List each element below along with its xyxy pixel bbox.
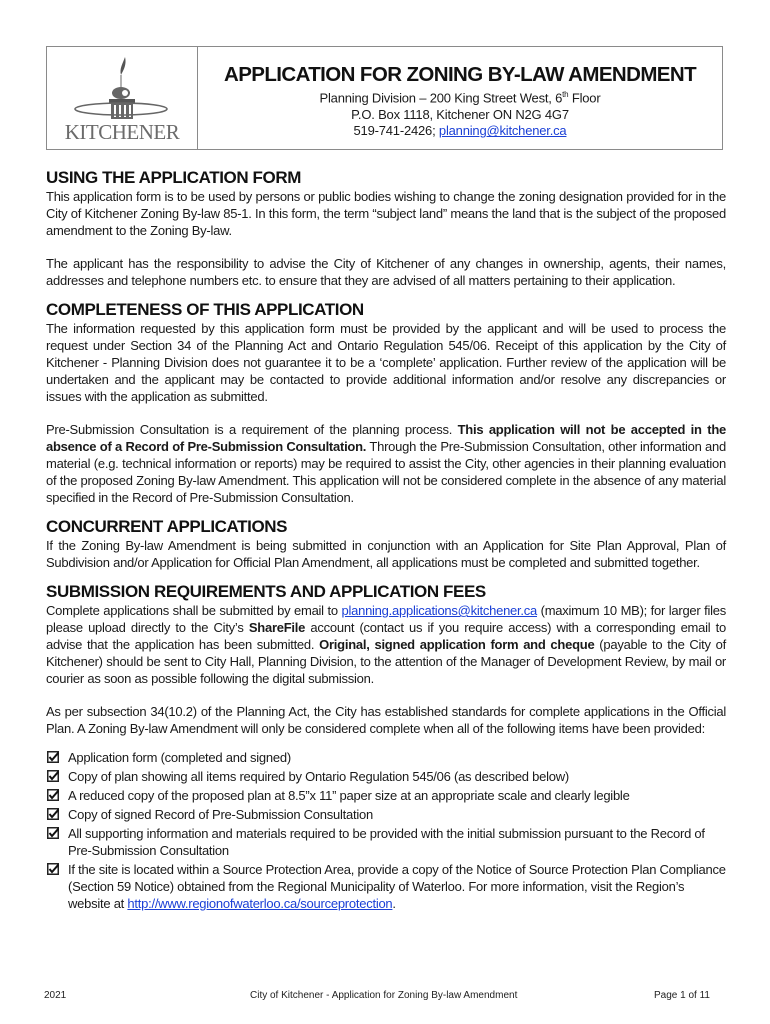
checked-box-icon (47, 789, 59, 801)
bold-text: Original, signed application form and cheque (319, 637, 595, 652)
heading-submission: SUBMISSION REQUIREMENTS AND APPLICATION FEES (46, 582, 486, 601)
phone-number: 519-741-2426; (353, 123, 439, 139)
contact-line (198, 123, 722, 140)
requirements-checklist (46, 749, 726, 912)
completeness-paragraph-2 (46, 421, 726, 506)
checklist-item-text: All supporting information and materials required to be provided with the initial submission pursuant to the Record of Pre-Submission Consultation (68, 826, 705, 858)
completeness-paragraph-1: The information requested by this application form must be provided by the applicant and will be used to process the request under Section 34 of the Planning Act and Ontario Regulation 545/06. Receipt of this application by the City of Kitchener - Planning Division does not guarantee it to be a ‘complete’ application. Further review of the application will be undertaken and the applicant may be contacted to provide additional information and/or resolve any discrepancies or issues with the application as submitted. (46, 321, 726, 404)
checked-box-icon (47, 863, 59, 875)
checklist-item-text: Copy of plan showing all items required by Ontario Regulation 545/06 (as described below) (68, 769, 569, 784)
address-text: Planning Division – 200 King Street West, 6 (319, 90, 563, 106)
footer-page-number: Page 1 of 11 (654, 990, 710, 1001)
address-floor: Floor (568, 90, 601, 106)
using-paragraph-1: This application form is to be used by persons or public bodies wishing to change the zoning designation provided for in the City of Kitchener Zoning By-law 85-1. In this form, the term “subject land” means the land that is the subject of the proposed amendment to the Zoning By-law. (46, 189, 726, 238)
heading-concurrent: CONCURRENT APPLICATIONS (46, 517, 288, 536)
checklist-item-text: If the site is located within a Source Protection Area, provide a copy of the Notice of Source Protection Plan Compliance (Section 59 Notice) obtained from the Regional Municipality of Waterloo. For more information, visit the Region’s website at (68, 862, 726, 911)
heading-using-form: USING THE APPLICATION FORM (46, 168, 301, 187)
text: account (contact us if you require access) with a corresponding email to advise that the application has been submitted. (46, 620, 727, 652)
document-body (46, 167, 726, 914)
footer-year: 2021 (44, 990, 67, 1001)
source-protection-link[interactable]: http://www.regionofwaterloo.ca/sourceprotection (127, 896, 393, 911)
address-line-1 (198, 87, 722, 107)
address-sup: th (562, 90, 569, 99)
applications-email-link[interactable]: planning.applications@kitchener.ca (341, 603, 537, 618)
bold-text: ShareFile (248, 620, 306, 635)
checklist-item (46, 861, 726, 912)
using-paragraph-2: The applicant has the responsibility to advise the City of Kitchener of any changes in ownership, agents, their names, addresses and telephone numbers etc. to ensure that they are advised of all matters pertaining to their application. (46, 256, 726, 288)
document-title: APPLICATION FOR ZONING BY-LAW AMENDMENT (224, 63, 696, 86)
checklist-item (46, 749, 726, 766)
header-box (46, 46, 723, 150)
submission-paragraph-2: As per subsection 34(10.2) of the Planning Act, the City has established standards for complete applications in the Official Plan. A Zoning By-law Amendment will only be considered complete when all of the following items have been provided: (46, 704, 726, 736)
header-title-block (198, 47, 722, 149)
checklist-item (46, 806, 726, 823)
checklist-item (46, 825, 726, 859)
checked-box-icon (47, 770, 59, 782)
planning-email-link[interactable]: planning@kitchener.ca (438, 123, 567, 139)
punctuation: . (392, 896, 396, 911)
checklist-item (46, 768, 726, 785)
checked-box-icon (47, 751, 59, 763)
checked-box-icon (47, 827, 59, 839)
submission-paragraph-1 (46, 602, 726, 687)
heading-completeness: COMPLETENESS OF THIS APPLICATION (46, 300, 364, 319)
checklist-item-text: Application form (completed and signed) (68, 750, 291, 765)
checklist-item (46, 787, 726, 804)
bold-text: This application will not be accepted in the absence of a Record of Pre-Submission Consultation. (46, 422, 726, 454)
text: Complete applications shall be submitted by email to (46, 603, 342, 618)
concurrent-paragraph: If the Zoning By-law Amendment is being submitted in conjunction with an Application for Site Plan Approval, Plan of Subdivision and/or Application for Official Plan Amendment, all applications must be completed and submitted together. (46, 538, 726, 570)
checked-box-icon (47, 808, 59, 820)
logo-wordmark: KITCHENER (64, 120, 180, 144)
checklist-item-text: Copy of signed Record of Pre-Submission Consultation (68, 807, 373, 822)
address-line-2: P.O. Box 1118, Kitchener ON N2G 4G7 (351, 106, 569, 122)
city-hall-logo-icon (59, 53, 185, 123)
text: Pre-Submission Consultation is a requirement of the planning process. (46, 422, 458, 437)
text: Through the Pre-Submission Consultation, other information and material (e.g. technical information or reports) may be required to assist the City, other agencies in their planning evaluation of the proposed Zoning By-law Amendment. This application will not be considered complete in the absence of any material specified in the Record of Pre-Submission Consultation. (46, 439, 726, 505)
city-logo (47, 47, 198, 149)
text: (payable to the City of Kitchener) should be sent to City Hall, Planning Division, to the attention of the Manager of Development Review, by mail or courier as soon as possible following the digital submission. (46, 637, 726, 686)
checklist-item-text: A reduced copy of the proposed plan at 8.5”x 11” paper size at an appropriate scale and clearly legible (68, 788, 630, 803)
text: (maximum 10 MB); for larger files please upload directly to the City’s (46, 603, 727, 635)
footer-title: City of Kitchener - Application for Zoning By-law Amendment (250, 990, 518, 1001)
